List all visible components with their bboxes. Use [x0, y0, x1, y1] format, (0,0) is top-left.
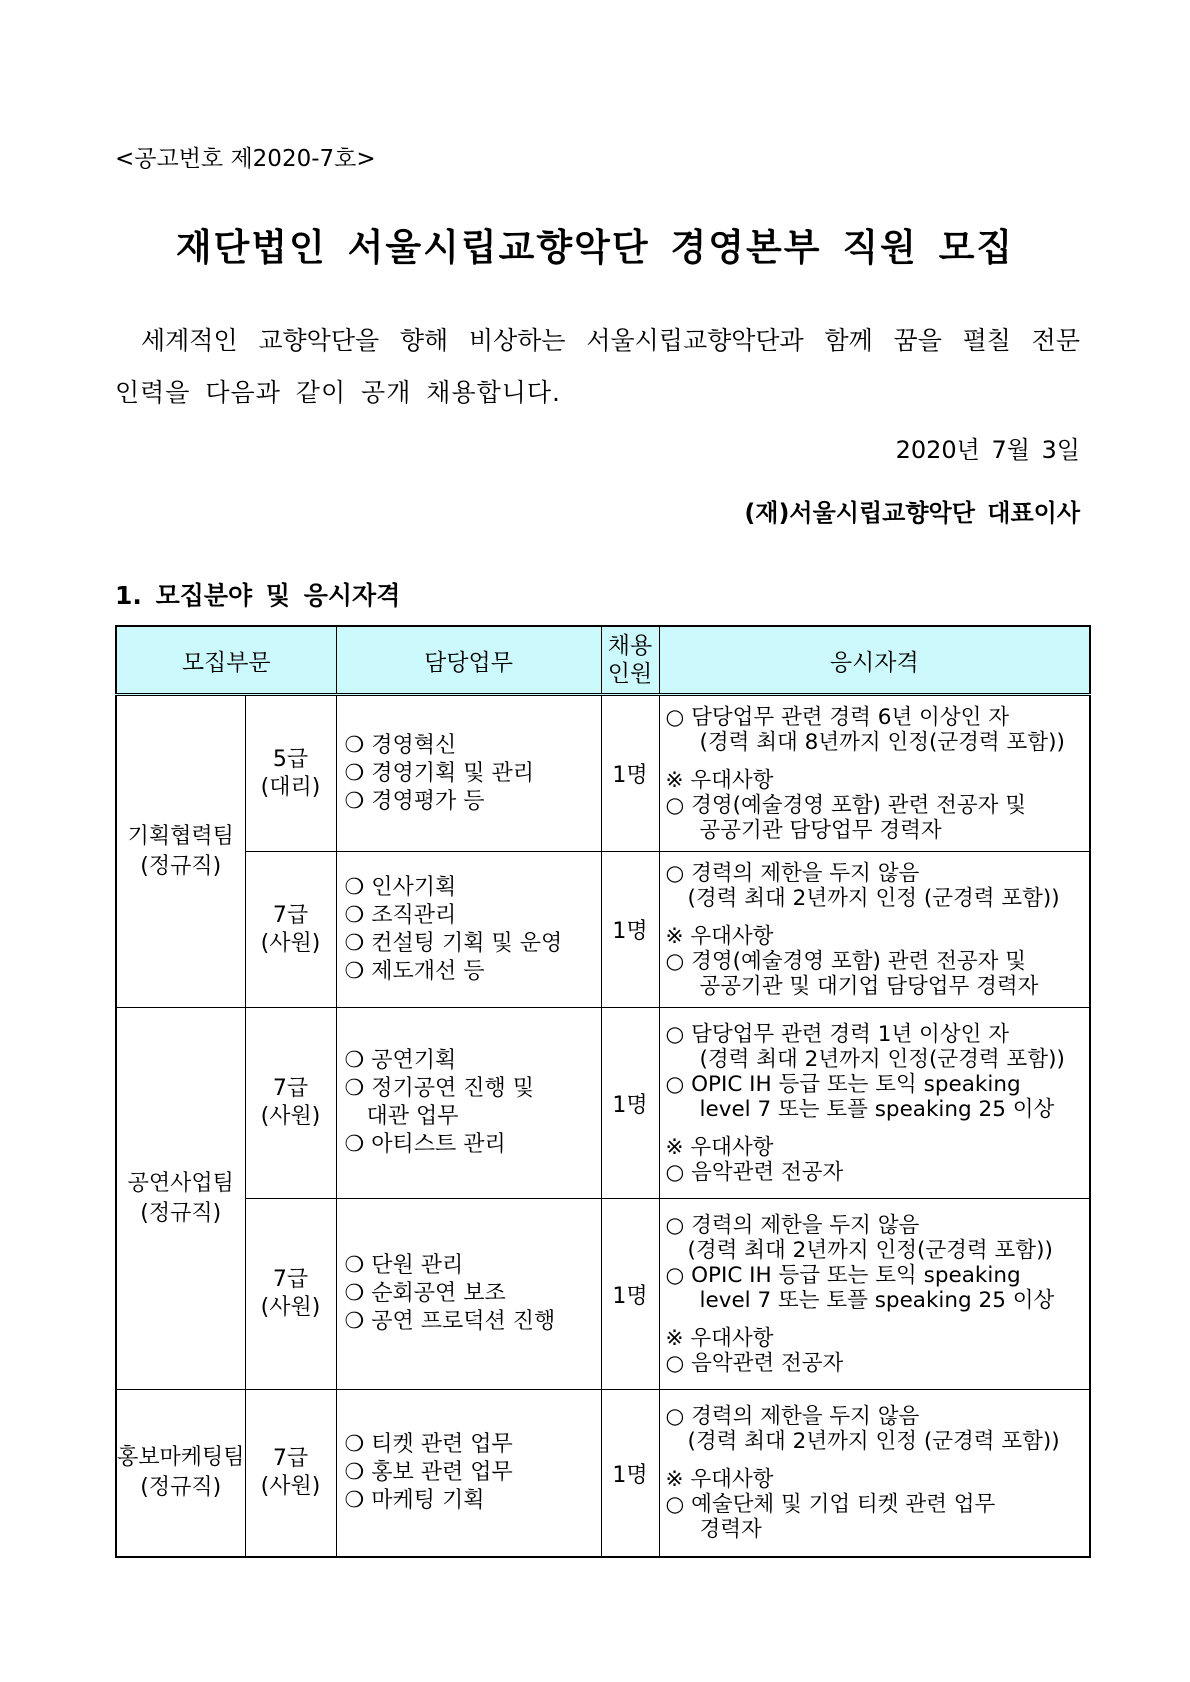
grade-title: (대리) [260, 774, 321, 800]
duty-item: ❍ 순회공연 보조 [344, 1281, 506, 1306]
qual-cell [659, 695, 1090, 852]
dept-name: 공연사업팀 [127, 1170, 234, 1196]
qual-item: 공공기관 및 대기업 담당업무 경력자 [699, 973, 1039, 999]
grade-level: 7급 [272, 1446, 309, 1471]
qual-item: (경력 최대 2년까지 인정(군경력 포함)) [699, 1046, 1065, 1072]
header-count-line2: 인원 [607, 661, 653, 687]
grade-title: (사원) [260, 1104, 321, 1129]
grade-level: 7급 [272, 1267, 309, 1292]
duty-item: ❍ 공연 프로덕션 진행 [344, 1309, 556, 1334]
grade-title: (사원) [260, 1295, 321, 1320]
qual-item: ○ 경력의 제한을 두지 않음 [665, 1404, 920, 1429]
table-row [116, 852, 1090, 1008]
duty-item: ❍ 공연기획 [344, 1048, 457, 1073]
intro-line-1: 세계적인 교향악단을 향해 비상하는 서울시립교향악단과 함께 꿈을 펼칠 전문 [141, 326, 1080, 355]
count-cell: 1명 [601, 695, 659, 852]
header-dept: 모집부문 [116, 626, 336, 695]
grade-title: (사원) [260, 1474, 321, 1499]
grade-cell [245, 695, 336, 852]
duty-item: ❍ 경영기획 및 관리 [344, 760, 534, 786]
qual-item: (경력 최대 2년까지 인정(군경력 포함)) [687, 1237, 1053, 1263]
header-qual: 응시자격 [659, 626, 1090, 695]
duty-item: 대관 업무 [366, 1104, 459, 1129]
duty-item: ❍ 경영평가 등 [344, 788, 485, 814]
table-row [116, 1008, 1090, 1199]
qual-item: ○ 경력의 제한을 두지 않음 [665, 1212, 920, 1238]
table-header-row [116, 626, 1090, 695]
qual-item: (경력 최대 2년까지 인정 (군경력 포함)) [687, 1429, 1060, 1454]
count-cell: 1명 [601, 1390, 659, 1558]
qual-item: ○ OPIC IH 등급 또는 토익 speaking [665, 1071, 1021, 1097]
intro-line-2: 인력을 다음과 같이 공개 채용합니다. [115, 378, 561, 407]
dept-cell [116, 1390, 245, 1558]
duty-item: ❍ 단원 관리 [344, 1253, 464, 1278]
count-cell: 1명 [601, 852, 659, 1008]
duty-item: ❍ 마케팅 기획 [344, 1488, 485, 1513]
qual-preference: ※ 우대사항 [665, 1134, 774, 1160]
table-row [116, 1199, 1090, 1390]
dept-name: 홍보마케팅팀 [117, 1445, 245, 1470]
count-cell: 1명 [601, 1008, 659, 1199]
qual-item: ○ 경영(예술경영 포함) 관련 전공자 및 [665, 948, 1026, 974]
dept-type: (정규직) [140, 1200, 222, 1226]
qual-cell [659, 1008, 1090, 1199]
qual-preference: ※ 우대사항 [665, 1325, 774, 1351]
qual-item: ○ 음악관련 전공자 [665, 1350, 844, 1376]
qual-cell [659, 1390, 1090, 1558]
table-row [116, 695, 1090, 852]
header-duty: 담당업무 [336, 626, 601, 695]
duty-item: ❍ 조직관리 [344, 902, 457, 928]
qual-item: (경력 최대 2년까지 인정 (군경력 포함)) [687, 885, 1060, 911]
qual-item: ○ 경영(예술경영 포함) 관련 전공자 및 [665, 792, 1026, 818]
notice-number: <공고번호 제2020-7호> [115, 146, 376, 172]
grade-cell [245, 1008, 336, 1199]
qual-preference: ※ 우대사항 [665, 767, 774, 793]
announcement-date: 2020년 7월 3일 [895, 436, 1080, 464]
qual-item: level 7 또는 토플 speaking 25 이상 [699, 1096, 1055, 1122]
grade-cell [245, 1390, 336, 1558]
duty-item: ❍ 경영혁신 [344, 732, 457, 758]
qual-item: ○ 음악관련 전공자 [665, 1159, 844, 1185]
qual-item: (경력 최대 8년까지 인정(군경력 포함)) [699, 729, 1065, 755]
duty-cell [336, 1199, 601, 1390]
count-cell: 1명 [601, 1199, 659, 1390]
qual-item: ○ 담당업무 관련 경력 6년 이상인 자 [665, 704, 1009, 730]
grade-cell [245, 852, 336, 1008]
page-title: 재단법인 서울시립교향악단 경영본부 직원 모집 [175, 226, 1015, 269]
qual-item: ○ 담당업무 관련 경력 1년 이상인 자 [665, 1021, 1009, 1047]
qual-preference: ※ 우대사항 [665, 923, 774, 949]
dept-type: (정규직) [140, 853, 222, 879]
dept-cell [116, 1008, 245, 1390]
header-count-line1: 채용 [607, 633, 653, 659]
grade-level: 7급 [272, 1076, 309, 1101]
dept-type: (정규직) [140, 1475, 222, 1500]
dept-cell [116, 695, 245, 1008]
intro-paragraph [115, 315, 1080, 419]
duty-cell [336, 695, 601, 852]
duty-cell [336, 852, 601, 1008]
table-row [116, 1390, 1090, 1558]
duty-item: ❍ 홍보 관련 업무 [344, 1460, 513, 1485]
duty-item: ❍ 제도개선 등 [344, 958, 485, 984]
duty-item: ❍ 정기공연 진행 및 [344, 1076, 534, 1101]
duty-item: ❍ 컨설팅 기획 및 운영 [344, 930, 563, 956]
qual-item: ○ 예술단체 및 기업 티켓 관련 업무 [665, 1492, 996, 1517]
grade-cell [245, 1199, 336, 1390]
qual-item: ○ OPIC IH 등급 또는 토익 speaking [665, 1262, 1021, 1288]
duty-item: ❍ 아티스트 관리 [344, 1132, 506, 1157]
header-count [601, 626, 659, 695]
qual-preference: ※ 우대사항 [665, 1467, 774, 1492]
qual-item: level 7 또는 토플 speaking 25 이상 [699, 1287, 1055, 1313]
issuer: (재)서울시립교향악단 대표이사 [744, 499, 1080, 527]
recruitment-table [115, 625, 1091, 1558]
dept-name: 기획협력팀 [127, 823, 234, 849]
duty-item: ❍ 티켓 관련 업무 [344, 1432, 513, 1457]
section-title: 1. 모집분야 및 응시자격 [115, 581, 401, 610]
qual-item: 공공기관 담당업무 경력자 [699, 817, 942, 843]
qual-cell [659, 1199, 1090, 1390]
grade-level: 7급 [272, 902, 309, 928]
duty-cell [336, 1390, 601, 1558]
duty-cell [336, 1008, 601, 1199]
qual-cell [659, 852, 1090, 1008]
grade-level: 5급 [272, 746, 309, 772]
qual-item: 경력자 [699, 1517, 762, 1542]
qual-item: ○ 경력의 제한을 두지 않음 [665, 860, 920, 886]
duty-item: ❍ 인사기획 [344, 874, 457, 900]
grade-title: (사원) [260, 930, 321, 956]
